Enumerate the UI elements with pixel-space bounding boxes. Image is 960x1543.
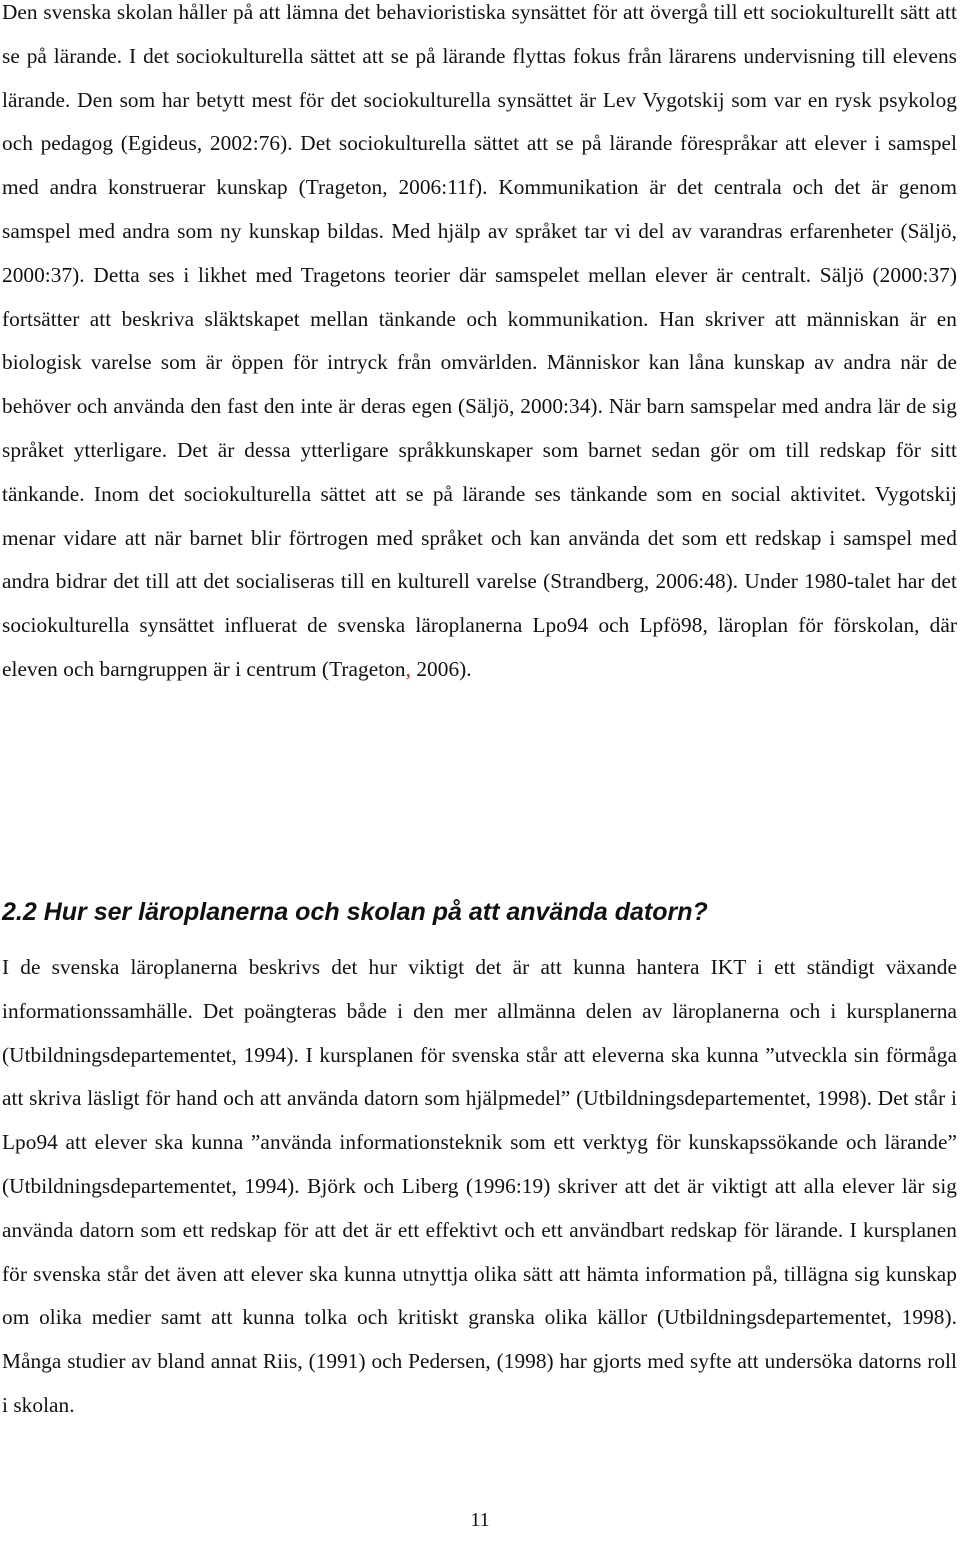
body-paragraph-sociokulturellt xyxy=(2,0,957,692)
page-number: 11 xyxy=(470,1509,490,1531)
body-paragraph-laroplanerna: I de svenska läroplanerna beskrivs det hur viktigt det är att kunna hantera IKT i ett ständigt växande informationssamhälle. Det poängteras både i den mer allmänna delen av läroplanerna och i kursplanerna (Utbildningsdepartementet, 1994). I kursplanen för svenska står att eleverna ska kunna ”utveckla sin förmåga att skriva läsligt för hand och att använda datorn som hjälpmedel” (Utbildningsdepartementet, 1998). Det står i Lpo94 att elever ska kunna ”använda informationsteknik som ett verktyg för kunskapssökande och lärande” (Utbildningsdepartementet, 1994). Björk och Liberg (1996:19) skriver att det är viktigt att alla elever lär sig använda datorn som ett redskap för att det är ett effektivt och ett användbart redskap för lärande. I kursplanen för svenska står det även att elever ska kunna utnyttja olika sätt att hämta information på, tillägna sig kunskap om olika medier samt att kunna tolka och kritiskt granska olika källor (Utbildningsdepartementet, 1998). Många studier av bland annat Riis, (1991) och Pedersen, (1998) har gjorts med syfte att undersöka datorns roll i skolan. xyxy=(2,955,957,1417)
paragraph-text-end: 2006). xyxy=(410,656,472,681)
red-comma-mark: , xyxy=(405,656,411,681)
section-heading: 2.2 Hur ser läroplanerna och skolan på att använda datorn? xyxy=(2,898,708,926)
paragraph-text: Den svenska skolan håller på att lämna det behavioristiska synsättet för att övergå till ett sociokulturellt sätt att se på lärande. I det sociokulturella sättet att se på lärande flyttas fokus från lärarens undervisning till elevens lärande. Den som har betytt mest för det sociokulturella synsättet är Lev Vygotskij som var en rysk psykolog och pedagog (Egideus, 2002:76). Det sociokulturella sättet att se på lärande förespråkar att elever i samspel med andra konstruerar kunskap (Trageton, 2006:11f). Kommunikation är det centrala och det är genom samspel med andra som ny kunskap bildas. Med hjälp av språket tar vi del av varandras erfarenheter (Säljö, 2000:37). Detta ses i likhet med Tragetons teorier där samspelet mellan elever är centralt. Säljö (2000:37) fortsätter att beskriva släktskapet mellan tänkande och kommunikation. Han skriver att människan är en biologisk varelse som är öppen för intryck från omvärlden. Människor kan låna kunskap av andra när de behöver och använda den fast den inte är deras egen (Säljö, 2000:34). När barn samspelar med andra lär de sig språket ytterligare. Det är dessa ytterligare språkkunskaper som barnet sedan gör om till redskap för sitt tänkande. Inom det sociokulturella sättet att se på lärande ses tänkande som en social aktivitet. Vygotskij menar vidare att när barnet blir förtrogen med språket och kan använda det som ett redskap i samspel med andra bidrar det till att det socialiseras till en kulturell varelse (Strandberg, 2006:48). Under 1980-talet har det sociokulturella synsättet influerat de svenska läroplanerna Lpo94 och Lpfö98, läroplan för förskolan, där eleven och barngruppen är i centrum (Trageton xyxy=(2,0,957,681)
